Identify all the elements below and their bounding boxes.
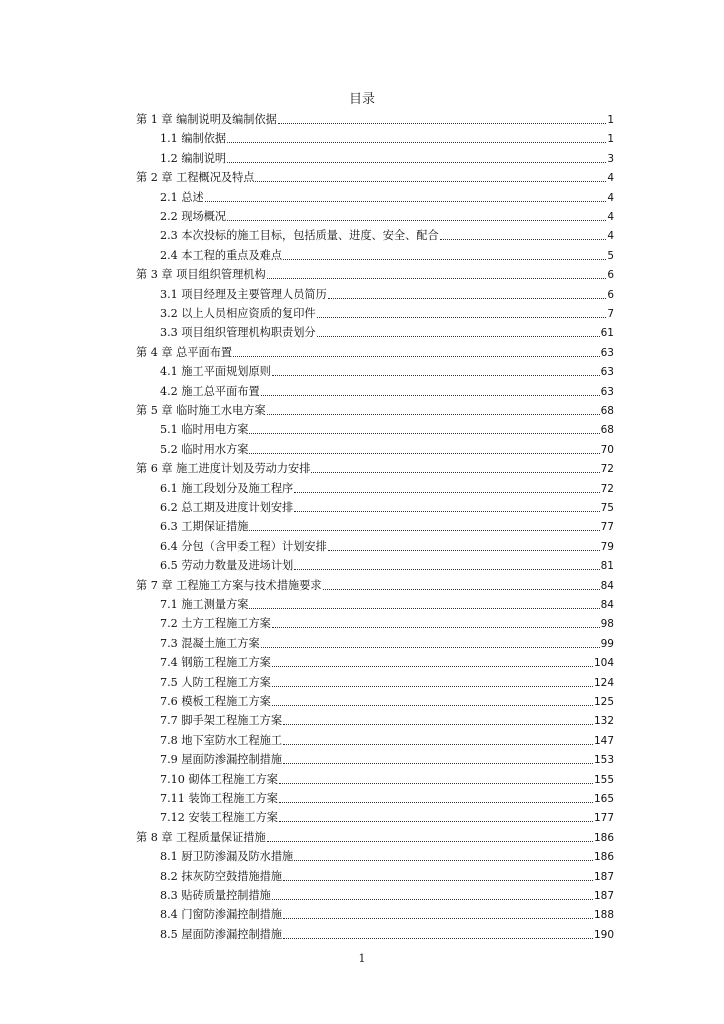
toc-entry-label: 第 1 章 编制说明及编制依据 <box>136 113 277 126</box>
toc-entry-label: 7.1 施工测量方案 <box>160 598 249 611</box>
toc-entry-label: 第 3 章 项目组织管理机构 <box>136 268 266 282</box>
toc-section-entry[interactable] <box>160 708 614 728</box>
toc-section-entry[interactable] <box>160 747 614 767</box>
toc-leader-dots <box>249 432 599 434</box>
toc-entry-label: 4.1 施工平面规划原则 <box>160 365 271 379</box>
toc-leader-dots <box>272 626 600 628</box>
toc-entry-page: 186 <box>593 831 614 844</box>
toc-entry-label: 第 4 章 总平面布置 <box>136 345 233 359</box>
toc-entry-label: 第 5 章 临时施工水电方案 <box>136 404 266 417</box>
toc-entry-page: 153 <box>593 754 614 767</box>
toc-entry-page: 7 <box>607 308 614 320</box>
toc-section-entry[interactable] <box>160 689 614 709</box>
toc-entry-page: 5 <box>607 249 614 262</box>
toc-entry-label: 第 7 章 工程施工方案与技术措施要求 <box>136 578 322 592</box>
toc-entry-label: 7.4 钢筋工程施工方案 <box>160 656 271 670</box>
toc-leader-dots <box>294 568 599 570</box>
toc-section-entry[interactable] <box>160 592 614 612</box>
toc-leader-dots <box>249 452 599 454</box>
toc-entry-label: 7.7 脚手架工程施工方案 <box>160 714 283 728</box>
toc-leader-dots <box>261 646 600 648</box>
toc-section-entry[interactable] <box>160 417 614 437</box>
toc-section-entry[interactable] <box>160 146 614 166</box>
toc-section-entry[interactable] <box>160 902 614 922</box>
toc-entry-label: 第 8 章 工程质量保证措施 <box>136 830 266 844</box>
toc-entry-page: 68 <box>600 424 614 437</box>
toc-entry-page: 72 <box>600 482 614 495</box>
toc-entry-page: 132 <box>593 715 614 728</box>
toc-leader-dots <box>283 937 593 939</box>
toc-leader-dots <box>283 917 593 919</box>
toc-entry-label: 1.2 编制说明 <box>160 151 227 165</box>
toc-entry-label: 8.3 贴砖质量控制措施 <box>160 889 271 902</box>
toc-leader-dots <box>440 238 607 240</box>
toc-entry-page: 1 <box>607 133 614 146</box>
toc-leader-dots <box>267 413 600 415</box>
toc-section-entry[interactable] <box>160 282 614 302</box>
toc-leader-dots <box>328 549 600 551</box>
toc-section-entry[interactable] <box>160 844 614 864</box>
toc-leader-dots <box>272 685 593 687</box>
toc-entry-label: 6.5 劳动力数量及进场计划 <box>160 559 294 573</box>
toc-entry-page: 84 <box>600 579 614 592</box>
toc-entry-page: 72 <box>600 463 614 476</box>
toc-leader-dots <box>267 840 593 842</box>
toc-leader-dots <box>283 762 593 764</box>
toc-leader-dots <box>272 374 600 376</box>
toc-leader-dots <box>278 122 606 124</box>
toc-entry-page: 81 <box>600 560 614 573</box>
toc-entry-page: 1 <box>607 114 614 126</box>
toc-section-entry[interactable] <box>160 379 614 399</box>
toc-section-entry[interactable] <box>160 320 614 340</box>
toc-entry-label: 4.2 施工总平面布置 <box>160 384 260 398</box>
toc-entry-page: 155 <box>593 773 614 786</box>
toc-entry-page: 4 <box>607 191 614 204</box>
toc-entry-label: 5.2 临时用水方案 <box>160 442 249 456</box>
toc-entry-page: 61 <box>600 327 614 340</box>
toc-leader-dots <box>294 491 599 493</box>
toc-entry-page: 4 <box>607 211 614 223</box>
toc-entry-page: 6 <box>607 288 614 301</box>
toc-entry-page: 104 <box>593 657 614 670</box>
toc-entry-page: 70 <box>600 443 614 456</box>
toc-section-entry[interactable] <box>160 864 614 884</box>
toc-leader-dots <box>283 879 593 881</box>
toc-leader-dots <box>283 723 593 725</box>
toc-entry-label: 5.1 临时用电方案 <box>160 423 249 437</box>
toc-chapter-entry[interactable] <box>136 262 614 282</box>
toc-section-entry[interactable] <box>160 922 614 942</box>
toc-entry-label: 8.2 抹灰防空鼓措施措施 <box>160 869 283 883</box>
toc-entry-page: 187 <box>593 890 614 902</box>
toc-chapter-entry[interactable] <box>136 456 614 476</box>
toc-section-entry[interactable] <box>160 126 614 146</box>
toc-entry-label: 8.4 门窗防渗漏控制措施 <box>160 908 283 922</box>
toc-entry-page: 190 <box>593 928 614 941</box>
toc-entry-page: 125 <box>593 696 614 708</box>
toc-entry-label: 2.3 本次投标的施工目标，包括质量、进度、安全、配合 <box>160 229 439 243</box>
toc-entry-page: 63 <box>600 366 614 379</box>
toc-entry-label: 第 2 章 工程概况及特点 <box>136 171 255 185</box>
toc-section-entry[interactable] <box>160 786 614 806</box>
toc-entry-page: 188 <box>593 909 614 922</box>
toc-entry-page: 4 <box>607 172 614 185</box>
toc-section-entry[interactable] <box>160 631 614 651</box>
toc-leader-dots <box>328 297 607 299</box>
toc-leader-dots <box>279 782 593 784</box>
toc-leader-dots <box>233 355 600 357</box>
toc-entry-page: 75 <box>600 502 614 514</box>
toc-leader-dots <box>317 316 607 318</box>
toc-leader-dots <box>279 820 593 822</box>
toc-chapter-entry[interactable] <box>136 573 614 593</box>
toc-section-entry[interactable] <box>160 553 614 573</box>
toc-entry-label: 1.1 编制依据 <box>160 132 227 146</box>
toc-section-entry[interactable] <box>160 243 614 263</box>
toc-leader-dots <box>272 665 593 667</box>
toc-section-entry[interactable] <box>160 534 614 554</box>
toc-leader-dots <box>317 335 600 337</box>
toc-entry-page: 63 <box>600 346 614 359</box>
toc-entry-page: 165 <box>593 793 614 805</box>
toc-leader-dots <box>294 859 593 861</box>
toc-leader-dots <box>205 200 607 202</box>
toc-leader-dots <box>255 180 606 182</box>
toc-chapter-entry[interactable] <box>136 107 614 127</box>
toc-entry-page: 187 <box>593 870 614 883</box>
toc-section-entry[interactable] <box>160 650 614 670</box>
toc-leader-dots <box>267 277 607 279</box>
toc-entry-label: 7.5 人防工程施工方案 <box>160 675 271 689</box>
toc-entry-page: 186 <box>593 851 614 864</box>
toc-entry-page: 147 <box>593 734 614 747</box>
toc-leader-dots <box>227 219 606 221</box>
toc-entry-page: 177 <box>593 812 614 825</box>
toc-entry-label: 3.3 项目组织管理机构职责划分 <box>160 326 316 340</box>
toc-entry-page: 63 <box>600 385 614 398</box>
toc-section-entry[interactable] <box>160 359 614 379</box>
toc-entry-label: 2.1 总述 <box>160 190 204 204</box>
toc-entry-label: 6.3 工期保证措施 <box>160 520 249 534</box>
toc-entry-label: 2.4 本工程的重点及难点 <box>160 248 283 262</box>
toc-section-entry[interactable] <box>160 223 614 243</box>
toc-leader-dots <box>323 588 600 590</box>
toc-entry-page: 77 <box>600 521 614 534</box>
toc-section-entry[interactable] <box>160 476 614 496</box>
toc-leader-dots <box>261 394 600 396</box>
toc-section-entry[interactable] <box>160 437 614 457</box>
toc-leader-dots <box>283 743 593 745</box>
toc-section-entry[interactable] <box>160 495 614 515</box>
toc-section-entry[interactable] <box>160 728 614 748</box>
toc-entry-page: 98 <box>600 618 614 631</box>
toc-entry-label: 第 6 章 施工进度计划及劳动力安排 <box>136 462 311 476</box>
toc-leader-dots <box>294 510 599 512</box>
toc-section-entry[interactable] <box>160 301 614 321</box>
toc-leader-dots <box>311 471 599 473</box>
toc-entry-label: 7.3 混凝土施工方案 <box>160 636 260 650</box>
toc-section-entry[interactable] <box>160 204 614 224</box>
toc-entry-page: 3 <box>607 152 614 165</box>
page-number: 1 <box>358 952 366 965</box>
toc-leader-dots <box>283 258 606 260</box>
toc-entry-label: 7.12 安装工程施工方案 <box>160 811 278 825</box>
toc-section-entry[interactable] <box>160 514 614 534</box>
toc-chapter-entry[interactable] <box>136 165 614 185</box>
toc-entry-label: 7.2 土方工程施工方案 <box>160 617 271 631</box>
toc-entry-label: 8.5 屋面防渗漏控制措施 <box>160 927 283 941</box>
toc-section-entry[interactable] <box>160 883 614 903</box>
toc-entry-page: 4 <box>607 230 614 243</box>
toc-entry-label: 3.2 以上人员相应资质的复印件 <box>160 307 316 320</box>
toc-entry-label: 3.1 项目经理及主要管理人员简历 <box>160 287 327 301</box>
toc-entry-page: 79 <box>600 540 614 553</box>
toc-entry-label: 7.6 模板工程施工方案 <box>160 695 271 708</box>
toc-entry-page: 68 <box>600 405 614 417</box>
toc-leader-dots <box>279 801 593 803</box>
toc-entry-label: 7.9 屋面防渗漏控制措施 <box>160 753 283 767</box>
toc-entry-label: 8.1 厨卫防渗漏及防水措施 <box>160 850 294 864</box>
toc-entry-label: 7.11 装饰工程施工方案 <box>160 792 278 805</box>
toc-leader-dots <box>227 161 606 163</box>
toc-leader-dots <box>249 529 599 531</box>
toc-leader-dots <box>272 898 593 900</box>
toc-entry-label: 6.4 分包（含甲委工程）计划安排 <box>160 539 327 553</box>
toc-entry-page: 6 <box>607 269 614 282</box>
toc-title: 目录 <box>348 92 375 107</box>
toc-entry-label: 2.2 现场概况 <box>160 210 227 223</box>
toc-entry-label: 7.10 砌体工程施工方案 <box>160 772 278 786</box>
toc-chapter-entry[interactable] <box>136 398 614 418</box>
toc-leader-dots <box>249 607 599 609</box>
toc-chapter-entry[interactable] <box>136 340 614 360</box>
toc-section-entry[interactable] <box>160 185 614 205</box>
toc-leader-dots <box>227 141 606 143</box>
toc-section-entry[interactable] <box>160 611 614 631</box>
toc-entry-page: 99 <box>600 637 614 650</box>
toc-chapter-entry[interactable] <box>136 825 614 845</box>
toc-entry-label: 6.2 总工期及进度计划安排 <box>160 501 294 514</box>
toc-entry-label: 6.1 施工段划分及施工程序 <box>160 481 294 495</box>
toc-leader-dots <box>272 704 593 706</box>
toc-section-entry[interactable] <box>160 805 614 825</box>
toc-section-entry[interactable] <box>160 767 614 787</box>
toc-section-entry[interactable] <box>160 670 614 690</box>
toc-entry-label: 7.8 地下室防水工程施工 <box>160 733 283 747</box>
toc-entry-page: 84 <box>600 599 614 611</box>
toc-entry-page: 124 <box>593 676 614 689</box>
